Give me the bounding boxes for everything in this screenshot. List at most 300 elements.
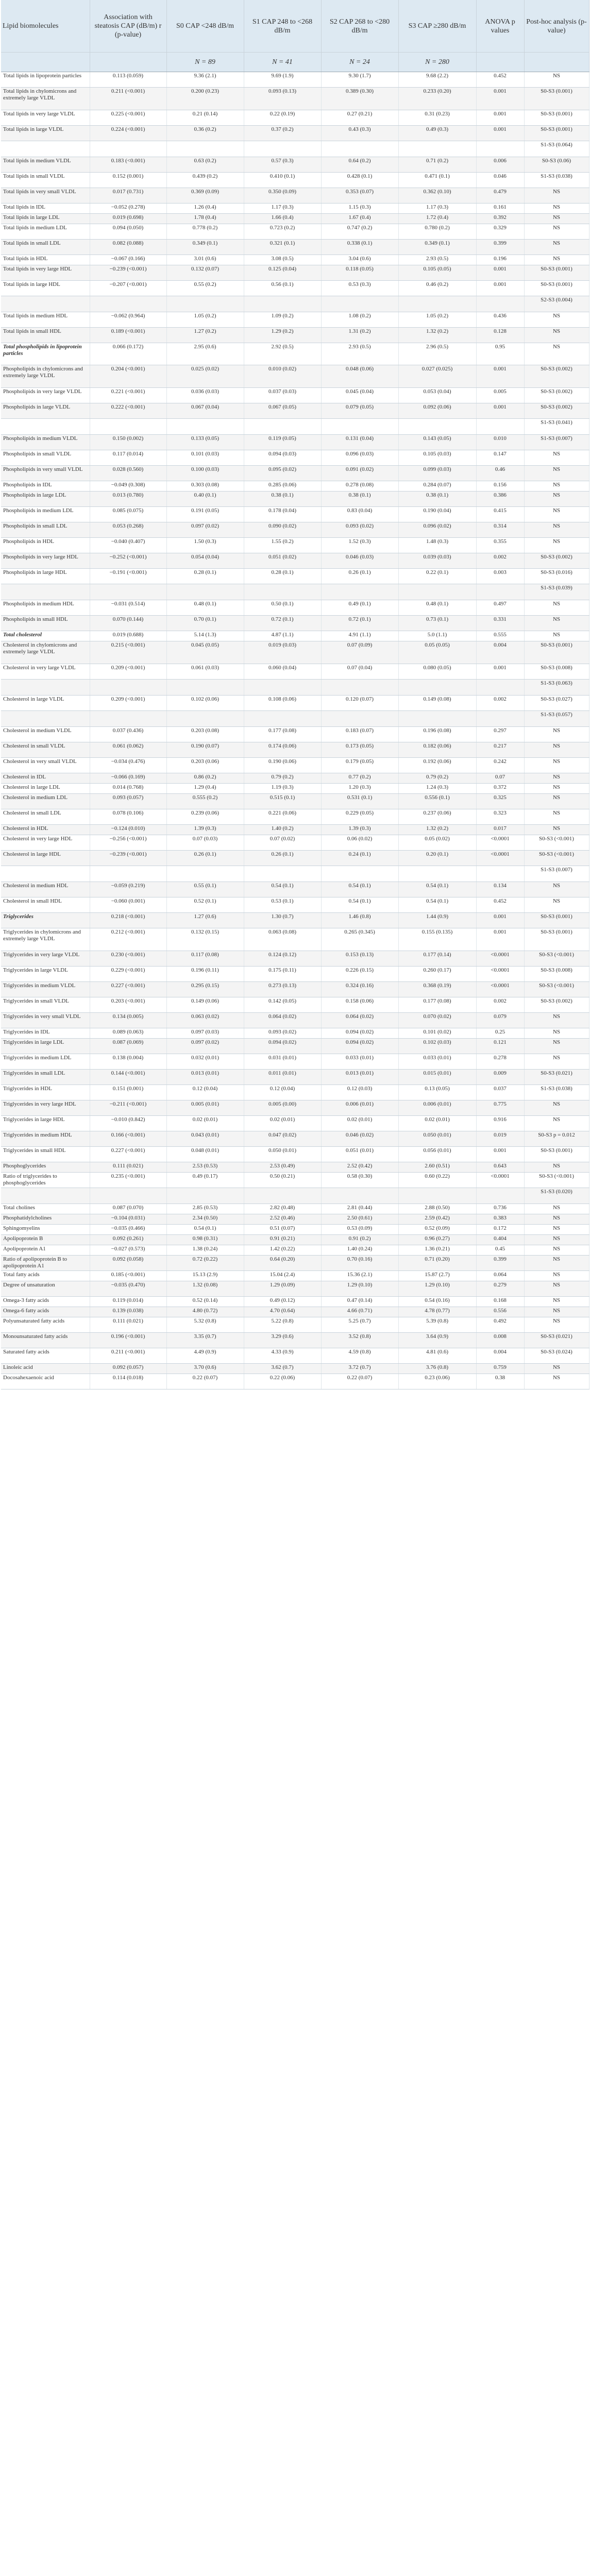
cell-association: 0.218 (<0.001) bbox=[90, 913, 166, 928]
cell-post-hoc: NS bbox=[524, 758, 589, 773]
cell-s0: 0.07 (0.03) bbox=[166, 835, 244, 851]
cell-s3: 0.149 (0.08) bbox=[398, 696, 476, 711]
cell-biomolecule: Total lipids in large VLDL bbox=[1, 126, 90, 141]
cell-association: −0.252 (<0.001) bbox=[90, 553, 166, 569]
cell-anova: 0.415 bbox=[476, 507, 524, 522]
cell-post-hoc: NS bbox=[524, 1374, 589, 1389]
cell-post-hoc: NS bbox=[524, 616, 589, 631]
cell-post-hoc: NS bbox=[524, 1039, 589, 1054]
cell-biomolecule: Triglycerides in large VLDL bbox=[1, 967, 90, 982]
cell-s3 bbox=[398, 141, 476, 157]
table-row bbox=[1, 1173, 589, 1188]
cell-s2 bbox=[321, 584, 398, 600]
cell-s3: 0.050 (0.01) bbox=[398, 1131, 476, 1147]
cell-anova: 0.46 bbox=[476, 466, 524, 481]
cell-s0: 1.29 (0.4) bbox=[166, 784, 244, 794]
table-row bbox=[1, 522, 589, 538]
cell-s2: 9.30 (1.7) bbox=[321, 72, 398, 88]
cell-s2: 0.27 (0.21) bbox=[321, 110, 398, 126]
cell-s3: 3.76 (0.8) bbox=[398, 1364, 476, 1374]
cell-s1: 0.037 (0.03) bbox=[244, 388, 321, 403]
cell-s2: 0.07 (0.04) bbox=[321, 664, 398, 680]
cell-association: 0.119 (0.014) bbox=[90, 1297, 166, 1307]
table-row bbox=[1, 1225, 589, 1235]
cell-post-hoc: NS bbox=[524, 72, 589, 88]
cell-anova: 0.156 bbox=[476, 481, 524, 492]
cell-s3: 0.237 (0.06) bbox=[398, 809, 476, 825]
cell-s3: 0.177 (0.08) bbox=[398, 997, 476, 1013]
table-row bbox=[1, 240, 589, 255]
cell-association: 0.053 (0.268) bbox=[90, 522, 166, 538]
cell-association: 0.212 (<0.001) bbox=[90, 928, 166, 951]
cell-anova: 0.134 bbox=[476, 882, 524, 897]
cell-s2: 5.25 (0.7) bbox=[321, 1317, 398, 1333]
cell-s0: 0.86 (0.2) bbox=[166, 773, 244, 784]
cell-association: 0.093 (0.057) bbox=[90, 794, 166, 809]
cell-s3: 0.368 (0.19) bbox=[398, 982, 476, 997]
cell-s0: 0.097 (0.02) bbox=[166, 522, 244, 538]
cell-anova: 0.001 bbox=[476, 1147, 524, 1162]
table-row bbox=[1, 1281, 589, 1297]
cell-s1: 0.051 (0.02) bbox=[244, 553, 321, 569]
cell-post-hoc: NS bbox=[524, 255, 589, 265]
cell-s0 bbox=[166, 141, 244, 157]
cell-s3: 0.46 (0.2) bbox=[398, 281, 476, 296]
cell-post-hoc: NS bbox=[524, 1028, 589, 1039]
cell-s3: 0.027 (0.025) bbox=[398, 365, 476, 388]
cell-s1: 0.49 (0.12) bbox=[244, 1297, 321, 1307]
cell-s3: 1.24 (0.3) bbox=[398, 784, 476, 794]
table-row bbox=[1, 72, 589, 88]
cell-s3: 1.29 (0.10) bbox=[398, 1281, 476, 1297]
cell-s0: 0.02 (0.01) bbox=[166, 1116, 244, 1131]
cell-association: 0.037 (0.436) bbox=[90, 727, 166, 742]
cell-s2: 0.131 (0.04) bbox=[321, 435, 398, 450]
cell-biomolecule: Phospholipids in small VLDL bbox=[1, 450, 90, 466]
cell-s2: 0.093 (0.02) bbox=[321, 522, 398, 538]
cell-s0: 1.27 (0.6) bbox=[166, 913, 244, 928]
cell-s1: 0.50 (0.21) bbox=[244, 1173, 321, 1188]
cell-s1: 0.07 (0.02) bbox=[244, 835, 321, 851]
cell-post-hoc: NS bbox=[524, 312, 589, 328]
cell-s0: 0.005 (0.01) bbox=[166, 1100, 244, 1116]
table-row bbox=[1, 553, 589, 569]
cell-biomolecule: Total lipids in medium LDL bbox=[1, 224, 90, 240]
cell-s3: 0.73 (0.1) bbox=[398, 616, 476, 631]
cell-biomolecule: Apolipoprotein A1 bbox=[1, 1245, 90, 1256]
cell-s3: 0.080 (0.05) bbox=[398, 664, 476, 680]
cell-s1: 0.57 (0.3) bbox=[244, 157, 321, 173]
cell-association: 0.209 (<0.001) bbox=[90, 696, 166, 711]
cell-biomolecule bbox=[1, 141, 90, 157]
cell-s3: 0.015 (0.01) bbox=[398, 1070, 476, 1085]
cell-s0: 0.555 (0.2) bbox=[166, 794, 244, 809]
cell-association: −0.062 (0.964) bbox=[90, 312, 166, 328]
cell-anova: 0.009 bbox=[476, 1070, 524, 1085]
cell-anova: 0.001 bbox=[476, 913, 524, 928]
cell-s1: 0.119 (0.05) bbox=[244, 435, 321, 450]
cell-s3: 1.05 (0.2) bbox=[398, 312, 476, 328]
cell-s2: 1.08 (0.2) bbox=[321, 312, 398, 328]
cell-association: −0.124 (0.010) bbox=[90, 825, 166, 835]
cell-anova: 0.331 bbox=[476, 616, 524, 631]
cell-s0: 0.132 (0.15) bbox=[166, 928, 244, 951]
cell-s2: 0.389 (0.30) bbox=[321, 88, 398, 110]
cell-s0: 3.35 (0.7) bbox=[166, 1333, 244, 1348]
cell-anova bbox=[476, 584, 524, 600]
table-row bbox=[1, 419, 589, 435]
table-row bbox=[1, 967, 589, 982]
cell-s1: 0.125 (0.04) bbox=[244, 265, 321, 281]
cell-s0 bbox=[166, 1188, 244, 1204]
cell-biomolecule: Triglycerides in medium HDL bbox=[1, 1131, 90, 1147]
table-row bbox=[1, 204, 589, 214]
cell-anova: 0.128 bbox=[476, 328, 524, 343]
cell-s1: 0.285 (0.06) bbox=[244, 481, 321, 492]
cell-s1: 0.38 (0.1) bbox=[244, 492, 321, 507]
cell-s2: 0.02 (0.01) bbox=[321, 1116, 398, 1131]
cell-s0: 2.95 (0.6) bbox=[166, 343, 244, 365]
cell-association: 0.092 (0.261) bbox=[90, 1235, 166, 1245]
cell-s3: 4.78 (0.77) bbox=[398, 1307, 476, 1317]
cell-s1: 0.124 (0.12) bbox=[244, 951, 321, 967]
cell-biomolecule: Cholesterol in small VLDL bbox=[1, 742, 90, 758]
cell-association: 0.092 (0.057) bbox=[90, 1364, 166, 1374]
cell-association bbox=[90, 584, 166, 600]
cell-s2 bbox=[321, 680, 398, 696]
cell-anova: 0.001 bbox=[476, 110, 524, 126]
cell-anova: 0.168 bbox=[476, 1297, 524, 1307]
cell-s0 bbox=[166, 419, 244, 435]
cell-biomolecule: Total fatty acids bbox=[1, 1271, 90, 1281]
cell-s1: 0.22 (0.06) bbox=[244, 1374, 321, 1389]
cell-s2: 0.158 (0.06) bbox=[321, 997, 398, 1013]
cell-s0: 0.239 (0.06) bbox=[166, 809, 244, 825]
cell-s0: 5.14 (1.3) bbox=[166, 631, 244, 641]
cell-association: −0.034 (0.476) bbox=[90, 758, 166, 773]
cell-anova: 0.242 bbox=[476, 758, 524, 773]
cell-s1: 2.92 (0.5) bbox=[244, 343, 321, 365]
cell-biomolecule: Phospholipids in small HDL bbox=[1, 616, 90, 631]
cell-anova: <0.0001 bbox=[476, 1173, 524, 1188]
cell-post-hoc: S1-S3 (0.041) bbox=[524, 419, 589, 435]
cell-biomolecule bbox=[1, 680, 90, 696]
cell-s0: 0.102 (0.06) bbox=[166, 696, 244, 711]
cell-s0: 0.52 (0.1) bbox=[166, 897, 244, 913]
table-row bbox=[1, 727, 589, 742]
cell-biomolecule: Phospholipids in very large VLDL bbox=[1, 388, 90, 403]
cell-anova: 0.759 bbox=[476, 1364, 524, 1374]
cell-s1: 1.30 (0.7) bbox=[244, 913, 321, 928]
cell-post-hoc: S1-S3 (0.057) bbox=[524, 711, 589, 727]
cell-s2: 0.53 (0.09) bbox=[321, 1225, 398, 1235]
cell-association bbox=[90, 296, 166, 312]
cell-post-hoc: S0-S3 (0.002) bbox=[524, 403, 589, 419]
cell-anova: 0.372 bbox=[476, 784, 524, 794]
cell-association: −0.052 (0.278) bbox=[90, 204, 166, 214]
cell-biomolecule: Triglycerides in very large VLDL bbox=[1, 951, 90, 967]
cell-biomolecule: Phosphoglycerides bbox=[1, 1162, 90, 1173]
cell-s1: 0.047 (0.02) bbox=[244, 1131, 321, 1147]
n-row-empty-0 bbox=[1, 53, 90, 72]
cell-s3: 0.48 (0.1) bbox=[398, 600, 476, 616]
cell-post-hoc: S0-S3 (0.002) bbox=[524, 997, 589, 1013]
cell-post-hoc: NS bbox=[524, 631, 589, 641]
table-row bbox=[1, 214, 589, 224]
cell-biomolecule: Triglycerides in small HDL bbox=[1, 1147, 90, 1162]
cell-biomolecule bbox=[1, 584, 90, 600]
cell-association: 0.230 (<0.001) bbox=[90, 951, 166, 967]
table-row bbox=[1, 784, 589, 794]
table-row bbox=[1, 569, 589, 584]
cell-s1: 0.723 (0.2) bbox=[244, 224, 321, 240]
cell-anova: <0.0001 bbox=[476, 951, 524, 967]
cell-anova: 0.479 bbox=[476, 188, 524, 204]
cell-association: −0.104 (0.031) bbox=[90, 1214, 166, 1225]
cell-s3: 1.32 (0.2) bbox=[398, 825, 476, 835]
cell-biomolecule: Cholesterol in medium HDL bbox=[1, 882, 90, 897]
cell-anova: 0.161 bbox=[476, 204, 524, 214]
cell-s0: 0.70 (0.1) bbox=[166, 616, 244, 631]
cell-s1 bbox=[244, 1188, 321, 1204]
cell-s1: 0.175 (0.11) bbox=[244, 967, 321, 982]
table-row bbox=[1, 1147, 589, 1162]
cell-anova: 0.775 bbox=[476, 1100, 524, 1116]
cell-s1: 0.51 (0.07) bbox=[244, 1225, 321, 1235]
cell-s3: 0.182 (0.06) bbox=[398, 742, 476, 758]
cell-biomolecule: Total lipids in medium HDL bbox=[1, 312, 90, 328]
cell-association: 0.014 (0.768) bbox=[90, 784, 166, 794]
cell-biomolecule: Total lipids in very large VLDL bbox=[1, 110, 90, 126]
cell-anova: 0.037 bbox=[476, 1085, 524, 1100]
cell-anova: 0.064 bbox=[476, 1271, 524, 1281]
cell-s3: 0.49 (0.3) bbox=[398, 126, 476, 141]
cell-post-hoc: NS bbox=[524, 1256, 589, 1271]
cell-biomolecule: Triglycerides in medium VLDL bbox=[1, 982, 90, 997]
cell-s1: 0.50 (0.1) bbox=[244, 600, 321, 616]
cell-post-hoc: S0-S3 (0.001) bbox=[524, 641, 589, 664]
cell-anova bbox=[476, 711, 524, 727]
cell-biomolecule: Linoleic acid bbox=[1, 1364, 90, 1374]
table-header bbox=[1, 0, 589, 72]
cell-s3: 0.105 (0.03) bbox=[398, 450, 476, 466]
cell-s2: 0.531 (0.1) bbox=[321, 794, 398, 809]
cell-post-hoc: S0-S3 (0.001) bbox=[524, 265, 589, 281]
table-row bbox=[1, 265, 589, 281]
table-row bbox=[1, 1317, 589, 1333]
table-row bbox=[1, 435, 589, 450]
cell-biomolecule: Saturated fatty acids bbox=[1, 1348, 90, 1364]
cell-s3: 2.59 (0.42) bbox=[398, 1214, 476, 1225]
table-row bbox=[1, 794, 589, 809]
cell-s2: 2.52 (0.42) bbox=[321, 1162, 398, 1173]
cell-s0 bbox=[166, 866, 244, 882]
cell-biomolecule: Triglycerides in large HDL bbox=[1, 1116, 90, 1131]
cell-s1: 2.52 (0.46) bbox=[244, 1214, 321, 1225]
table-row bbox=[1, 403, 589, 419]
cell-s3 bbox=[398, 296, 476, 312]
cell-s1: 0.019 (0.03) bbox=[244, 641, 321, 664]
cell-association: 0.019 (0.688) bbox=[90, 631, 166, 641]
cell-s1: 0.031 (0.01) bbox=[244, 1054, 321, 1070]
cell-s2: 0.47 (0.14) bbox=[321, 1297, 398, 1307]
cell-s0: 0.369 (0.09) bbox=[166, 188, 244, 204]
cell-association: 0.061 (0.062) bbox=[90, 742, 166, 758]
cell-s0: 0.097 (0.02) bbox=[166, 1039, 244, 1054]
cell-post-hoc: NS bbox=[524, 240, 589, 255]
cell-biomolecule: Phospholipids in IDL bbox=[1, 481, 90, 492]
cell-s0: 0.55 (0.1) bbox=[166, 882, 244, 897]
cell-s1 bbox=[244, 711, 321, 727]
table-row bbox=[1, 1131, 589, 1147]
cell-anova: 0.452 bbox=[476, 897, 524, 913]
cell-post-hoc: NS bbox=[524, 450, 589, 466]
table-row bbox=[1, 997, 589, 1013]
cell-s0: 0.295 (0.15) bbox=[166, 982, 244, 997]
cell-s2: 0.338 (0.1) bbox=[321, 240, 398, 255]
table-row bbox=[1, 1013, 589, 1028]
cell-association: 0.235 (<0.001) bbox=[90, 1173, 166, 1188]
cell-post-hoc: S0-S3 (0.001) bbox=[524, 913, 589, 928]
n-s3: N = 280 bbox=[398, 53, 476, 72]
cell-s0: 5.32 (0.8) bbox=[166, 1317, 244, 1333]
cell-biomolecule: Phospholipids in HDL bbox=[1, 538, 90, 553]
cell-biomolecule: Omega-3 fatty acids bbox=[1, 1297, 90, 1307]
cell-s1: 0.28 (0.1) bbox=[244, 569, 321, 584]
cell-s0: 1.38 (0.24) bbox=[166, 1245, 244, 1256]
table-row bbox=[1, 365, 589, 388]
cell-anova bbox=[476, 141, 524, 157]
cell-anova: 0.001 bbox=[476, 126, 524, 141]
cell-post-hoc: NS bbox=[524, 188, 589, 204]
cell-post-hoc: S0-S3 (0.027) bbox=[524, 696, 589, 711]
lipid-biomolecules-table bbox=[1, 0, 589, 1389]
cell-anova: 0.323 bbox=[476, 809, 524, 825]
cell-s3 bbox=[398, 1188, 476, 1204]
cell-association: 0.222 (<0.001) bbox=[90, 403, 166, 419]
cell-s3: 0.71 (0.20) bbox=[398, 1256, 476, 1271]
cell-s3: 0.190 (0.04) bbox=[398, 507, 476, 522]
cell-anova: 0.07 bbox=[476, 773, 524, 784]
cell-s3: 0.20 (0.1) bbox=[398, 851, 476, 866]
cell-association: 0.089 (0.063) bbox=[90, 1028, 166, 1039]
cell-anova: 0.004 bbox=[476, 641, 524, 664]
n-s1: N = 41 bbox=[244, 53, 321, 72]
cell-s1: 0.178 (0.04) bbox=[244, 507, 321, 522]
cell-post-hoc: NS bbox=[524, 727, 589, 742]
cell-anova: 0.95 bbox=[476, 343, 524, 365]
cell-s2: 1.20 (0.3) bbox=[321, 784, 398, 794]
cell-biomolecule: Phospholipids in small LDL bbox=[1, 522, 90, 538]
cell-anova: 0.008 bbox=[476, 1333, 524, 1348]
table-row bbox=[1, 1348, 589, 1364]
cell-s3: 15.87 (2.7) bbox=[398, 1271, 476, 1281]
cell-anova: 0.383 bbox=[476, 1214, 524, 1225]
cell-association: 0.151 (0.001) bbox=[90, 1085, 166, 1100]
cell-association: −0.207 (<0.001) bbox=[90, 281, 166, 296]
cell-anova: 0.736 bbox=[476, 1204, 524, 1214]
cell-post-hoc: S2-S3 (0.004) bbox=[524, 296, 589, 312]
cell-s3: 1.44 (0.9) bbox=[398, 913, 476, 928]
table-row bbox=[1, 481, 589, 492]
cell-s3: 1.17 (0.3) bbox=[398, 204, 476, 214]
cell-association: −0.049 (0.308) bbox=[90, 481, 166, 492]
cell-s0: 3.70 (0.6) bbox=[166, 1364, 244, 1374]
cell-s0: 0.98 (0.31) bbox=[166, 1235, 244, 1245]
cell-biomolecule: Triglycerides bbox=[1, 913, 90, 928]
cell-association: 0.225 (<0.001) bbox=[90, 110, 166, 126]
cell-s1: 0.64 (0.20) bbox=[244, 1256, 321, 1271]
cell-post-hoc: NS bbox=[524, 1054, 589, 1070]
cell-s2: 1.46 (0.8) bbox=[321, 913, 398, 928]
cell-biomolecule: Triglycerides in large LDL bbox=[1, 1039, 90, 1054]
cell-anova bbox=[476, 866, 524, 882]
cell-association: 0.087 (0.069) bbox=[90, 1039, 166, 1054]
cell-s0: 0.52 (0.14) bbox=[166, 1297, 244, 1307]
cell-s3: 3.64 (0.9) bbox=[398, 1333, 476, 1348]
cell-s1: 1.66 (0.4) bbox=[244, 214, 321, 224]
cell-association: 0.111 (0.021) bbox=[90, 1162, 166, 1173]
cell-post-hoc: S0-S3 (0.001) bbox=[524, 928, 589, 951]
cell-s2: 0.120 (0.07) bbox=[321, 696, 398, 711]
cell-association: −0.067 (0.166) bbox=[90, 255, 166, 265]
cell-s1: 0.321 (0.1) bbox=[244, 240, 321, 255]
cell-association: 0.017 (0.731) bbox=[90, 188, 166, 204]
table-row bbox=[1, 742, 589, 758]
cell-association: 0.229 (<0.001) bbox=[90, 967, 166, 982]
cell-post-hoc: NS bbox=[524, 742, 589, 758]
cell-biomolecule: Triglycerides in small LDL bbox=[1, 1070, 90, 1085]
cell-post-hoc: S0-S3 (0.024) bbox=[524, 1348, 589, 1364]
table-row bbox=[1, 1162, 589, 1173]
cell-s2: 2.50 (0.61) bbox=[321, 1214, 398, 1225]
cell-s0: 9.36 (2.1) bbox=[166, 72, 244, 88]
table-row bbox=[1, 1100, 589, 1116]
cell-anova: 0.404 bbox=[476, 1235, 524, 1245]
cell-anova bbox=[476, 296, 524, 312]
cell-s1: 0.108 (0.06) bbox=[244, 696, 321, 711]
cell-association: 0.224 (<0.001) bbox=[90, 126, 166, 141]
cell-anova: 0.196 bbox=[476, 255, 524, 265]
cell-anova: 0.005 bbox=[476, 388, 524, 403]
table-row bbox=[1, 758, 589, 773]
table-row bbox=[1, 641, 589, 664]
cell-anova: 0.172 bbox=[476, 1225, 524, 1235]
cell-post-hoc: S0-S3 (0.021) bbox=[524, 1333, 589, 1348]
cell-s1: 0.91 (0.21) bbox=[244, 1235, 321, 1245]
table-row bbox=[1, 1204, 589, 1214]
cell-post-hoc: NS bbox=[524, 343, 589, 365]
cell-biomolecule: Sphingomyelins bbox=[1, 1225, 90, 1235]
cell-s3: 0.23 (0.06) bbox=[398, 1374, 476, 1389]
cell-s1: 0.53 (0.1) bbox=[244, 897, 321, 913]
cell-anova: 0.001 bbox=[476, 403, 524, 419]
cell-biomolecule: Docosahexaenoic acid bbox=[1, 1374, 90, 1389]
cell-association: −0.059 (0.219) bbox=[90, 882, 166, 897]
cell-s3: 0.155 (0.135) bbox=[398, 928, 476, 951]
cell-s0: 0.149 (0.06) bbox=[166, 997, 244, 1013]
cell-s2: 0.046 (0.03) bbox=[321, 553, 398, 569]
cell-s3: 0.52 (0.09) bbox=[398, 1225, 476, 1235]
cell-s0: 0.778 (0.2) bbox=[166, 224, 244, 240]
cell-post-hoc: S1-S3 (0.063) bbox=[524, 680, 589, 696]
cell-s3: 0.006 (0.01) bbox=[398, 1100, 476, 1116]
cell-s0: 0.013 (0.01) bbox=[166, 1070, 244, 1085]
cell-post-hoc: S0-S3 (0.008) bbox=[524, 664, 589, 680]
cell-s0: 0.067 (0.04) bbox=[166, 403, 244, 419]
cell-s2: 2.81 (0.44) bbox=[321, 1204, 398, 1214]
cell-post-hoc: S0-S3 (0.001) bbox=[524, 88, 589, 110]
